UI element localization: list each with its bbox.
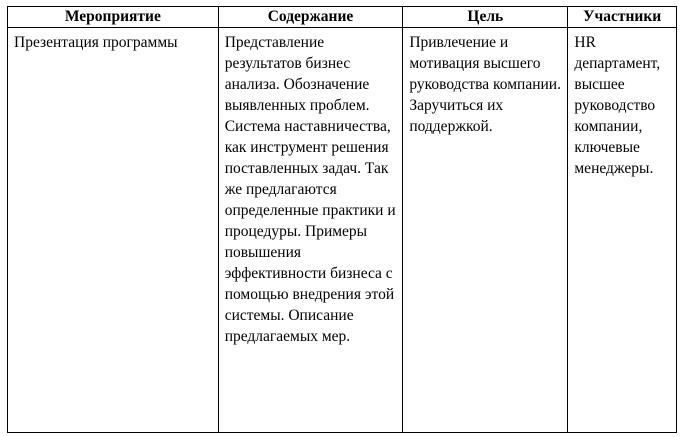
header-participants: Участники [568, 7, 677, 28]
program-table [7, 6, 677, 433]
cell-participants: HR департамент, высшее руководство компании, ключевые менеджеры. [568, 28, 677, 433]
header-row [8, 7, 677, 28]
cell-event: Презентация программы [8, 28, 219, 433]
header-event: Мероприятие [8, 7, 219, 28]
table-row [8, 28, 677, 433]
header-goal: Цель [403, 7, 568, 28]
cell-content: Представление результатов бизнес анализа. Обозначение выявленных проблем. Система наставничества, как инструмент решения поставленных задач. Так же предлагаются определенные практики и процедуры. Примеры повышения эффективности бизнеса с помощью внедрения этой системы. Описание предлагаемых мер. [218, 28, 403, 433]
cell-goal: Привлечение и мотивация высшего руководства компании. Заручиться их поддержкой. [403, 28, 568, 433]
header-content: Содержание [218, 7, 403, 28]
